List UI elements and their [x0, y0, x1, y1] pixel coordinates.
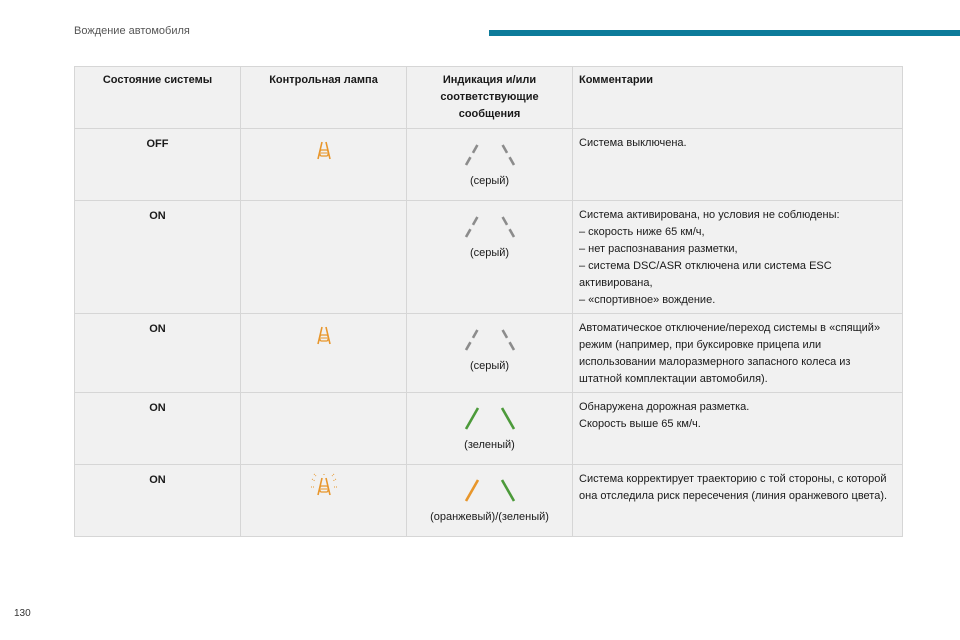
system-state-cell: ON	[75, 201, 241, 314]
table-row	[75, 465, 903, 537]
header-accent-bar	[489, 30, 960, 36]
comment-cell	[573, 465, 903, 537]
comment-cell	[573, 393, 903, 465]
comment-line: – «спортивное» вождение.	[579, 294, 716, 306]
column-header-state: Состояние системы	[75, 67, 241, 129]
orange-green-lane-lines-icon	[458, 477, 522, 503]
indicator-cell	[407, 314, 573, 393]
table-row	[75, 201, 903, 314]
column-header-comments: Комментарии	[573, 67, 903, 129]
comment-line: Система корректирует траекторию с той стороны, с которой она отследила риск пересечения (линия оранжевого цвета).	[579, 473, 888, 502]
table-row	[75, 129, 903, 201]
warning-lamp-cell	[241, 393, 407, 465]
comment-line: Система выключена.	[579, 137, 687, 149]
grey-lane-lines-icon	[458, 326, 522, 352]
warning-lamp-cell	[241, 465, 407, 537]
page-number: 130	[14, 608, 31, 619]
grey-lane-lines-icon	[458, 213, 522, 239]
comment-cell	[573, 129, 903, 201]
indicator-cell	[407, 129, 573, 201]
comment-line: Автоматическое отключение/переход системы в «спящий» режим (например, при буксировке прицепа или использовании малоразмерного запасного колеса из штатной комплектации автомобиля).	[579, 322, 881, 385]
table-header-row	[75, 67, 903, 129]
column-header-lamp: Контрольная лампа	[241, 67, 407, 129]
section-title: Вождение автомобиля	[74, 25, 190, 37]
lane-assist-warning-icon	[309, 137, 339, 163]
comment-line: – система DSC/ASR отключена или система ESC активирована,	[579, 260, 832, 289]
indicator-color-caption: (зеленый)	[464, 439, 515, 451]
warning-lamp-cell	[241, 129, 407, 201]
system-state-cell: ON	[75, 393, 241, 465]
system-state-cell: ON	[75, 465, 241, 537]
indicator-color-caption: (серый)	[469, 360, 510, 372]
system-state-cell: ON	[75, 314, 241, 393]
warning-lamp-cell	[241, 201, 407, 314]
grey-lane-lines-icon	[458, 141, 522, 167]
indicator-cell	[407, 201, 573, 314]
system-state-cell: OFF	[75, 129, 241, 201]
indicator-color-caption: (серый)	[469, 175, 510, 187]
table-row	[75, 314, 903, 393]
lane-assist-warning-icon	[309, 322, 339, 348]
comment-line: Система активирована, но условия не соблюдены:	[579, 209, 840, 221]
indicator-color-caption: (серый)	[469, 247, 510, 259]
warning-lamp-cell	[241, 314, 407, 393]
lane-assist-status-table	[74, 66, 903, 537]
green-lane-lines-icon	[458, 405, 522, 431]
comment-cell	[573, 314, 903, 393]
comment-line: Обнаружена дорожная разметка.	[579, 401, 750, 413]
comment-cell	[573, 201, 903, 314]
table-row	[75, 393, 903, 465]
column-header-indicator: Индикация и/или соответствующие сообщения	[407, 67, 573, 129]
indicator-color-caption: (оранжевый)/(зеленый)	[430, 511, 549, 523]
indicator-cell	[407, 393, 573, 465]
comment-line: Скорость выше 65 км/ч.	[579, 418, 701, 430]
indicator-cell	[407, 465, 573, 537]
lane-assist-flashing-icon	[309, 473, 339, 499]
comment-line: – скорость ниже 65 км/ч,	[579, 226, 705, 238]
comment-line: – нет распознавания разметки,	[579, 243, 738, 255]
